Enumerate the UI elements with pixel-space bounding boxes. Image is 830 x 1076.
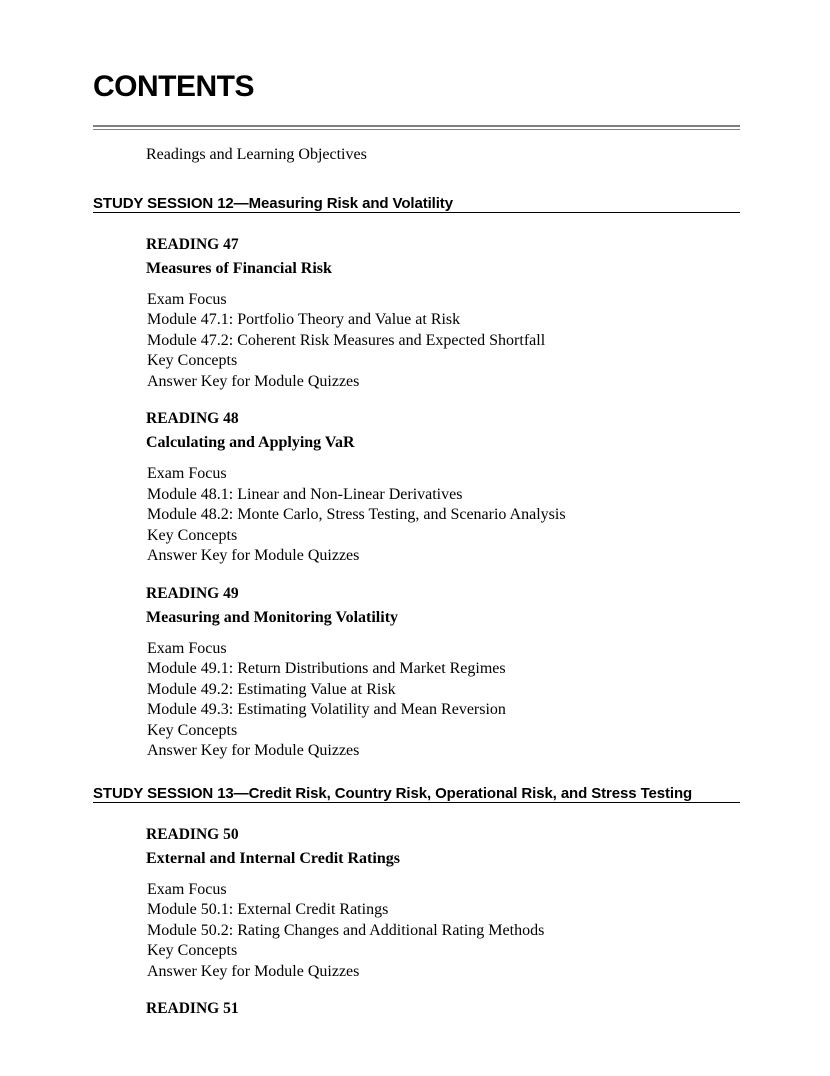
toc-entry-module-50-2: Module 50.2: Rating Changes and Additional Rating Methods — [147, 921, 545, 939]
toc-entry-key-concepts: Key Concepts — [147, 526, 238, 544]
toc-entry-key-concepts: Key Concepts — [147, 942, 238, 959]
toc-entry-module-50-1: Module 50.1: External Credit Ratings — [147, 901, 389, 918]
toc-entry-answer-key: Answer Key for Module Quizzes — [147, 742, 360, 759]
reading-49-entries — [146, 639, 740, 762]
study-session-12-heading: STUDY SESSION 12—Measuring Risk and Volatility — [93, 195, 740, 213]
toc-entry-module-48-2: Module 48.2: Monte Carlo, Stress Testing, and Scenario Analysis — [147, 506, 566, 523]
toc-entry-module-48-1: Module 48.1: Linear and Non-Linear Derivatives — [147, 485, 463, 503]
reading-49-title: Measuring and Monitoring Volatility — [146, 608, 399, 626]
page-title: CONTENTS — [93, 70, 254, 103]
reading-49-number: READING 49 — [146, 584, 239, 602]
reading-47-number: READING 47 — [146, 235, 239, 253]
study-session-13-heading: STUDY SESSION 13—Credit Risk, Country Risk, Operational Risk, and Stress Testing — [93, 785, 740, 803]
reading-48-title: Calculating and Applying VaR — [146, 434, 355, 451]
study-session-13-section — [93, 785, 740, 1019]
reading-47-entries — [146, 290, 740, 393]
toc-entry-readings-and-learning-objectives: Readings and Learning Objectives — [146, 146, 367, 163]
reading-51-block — [146, 999, 740, 1018]
reading-47-title: Measures of Financial Risk — [146, 259, 332, 277]
reading-50-block — [146, 825, 740, 983]
title-divider — [93, 125, 740, 130]
reading-51-number: READING 51 — [146, 1000, 239, 1017]
toc-entry-exam-focus: Exam Focus — [147, 880, 227, 898]
toc-entry-answer-key: Answer Key for Module Quizzes — [147, 962, 360, 980]
toc-entry-module-49-2: Module 49.2: Estimating Value at Risk — [147, 680, 396, 698]
toc-entry-exam-focus: Exam Focus — [147, 290, 227, 308]
reading-50-title: External and Internal Credit Ratings — [146, 849, 400, 867]
toc-entry-module-49-3: Module 49.3: Estimating Volatility and Mean Reversion — [147, 701, 506, 718]
toc-entry-answer-key: Answer Key for Module Quizzes — [147, 372, 360, 390]
reading-47-block — [146, 235, 740, 393]
reading-50-number: READING 50 — [146, 825, 239, 843]
reading-48-number: READING 48 — [146, 410, 239, 427]
reading-50-entries — [146, 880, 740, 983]
toc-entry-module-47-2: Module 47.2: Coherent Risk Measures and Expected Shortfall — [147, 331, 546, 349]
toc-entry-key-concepts: Key Concepts — [147, 721, 238, 739]
toc-entry-exam-focus: Exam Focus — [147, 465, 227, 482]
reading-48-entries — [146, 464, 740, 567]
reading-49-block — [146, 584, 740, 762]
toc-entry-module-49-1: Module 49.1: Return Distributions and Market Regimes — [147, 660, 506, 677]
reading-48-block — [146, 409, 740, 567]
toc-entry-answer-key: Answer Key for Module Quizzes — [147, 547, 360, 564]
toc-entry-module-47-1: Module 47.1: Portfolio Theory and Value at Risk — [147, 311, 461, 328]
toc-entry-key-concepts: Key Concepts — [147, 352, 238, 369]
toc-entry-exam-focus: Exam Focus — [147, 639, 227, 657]
study-session-12-section — [93, 195, 740, 762]
